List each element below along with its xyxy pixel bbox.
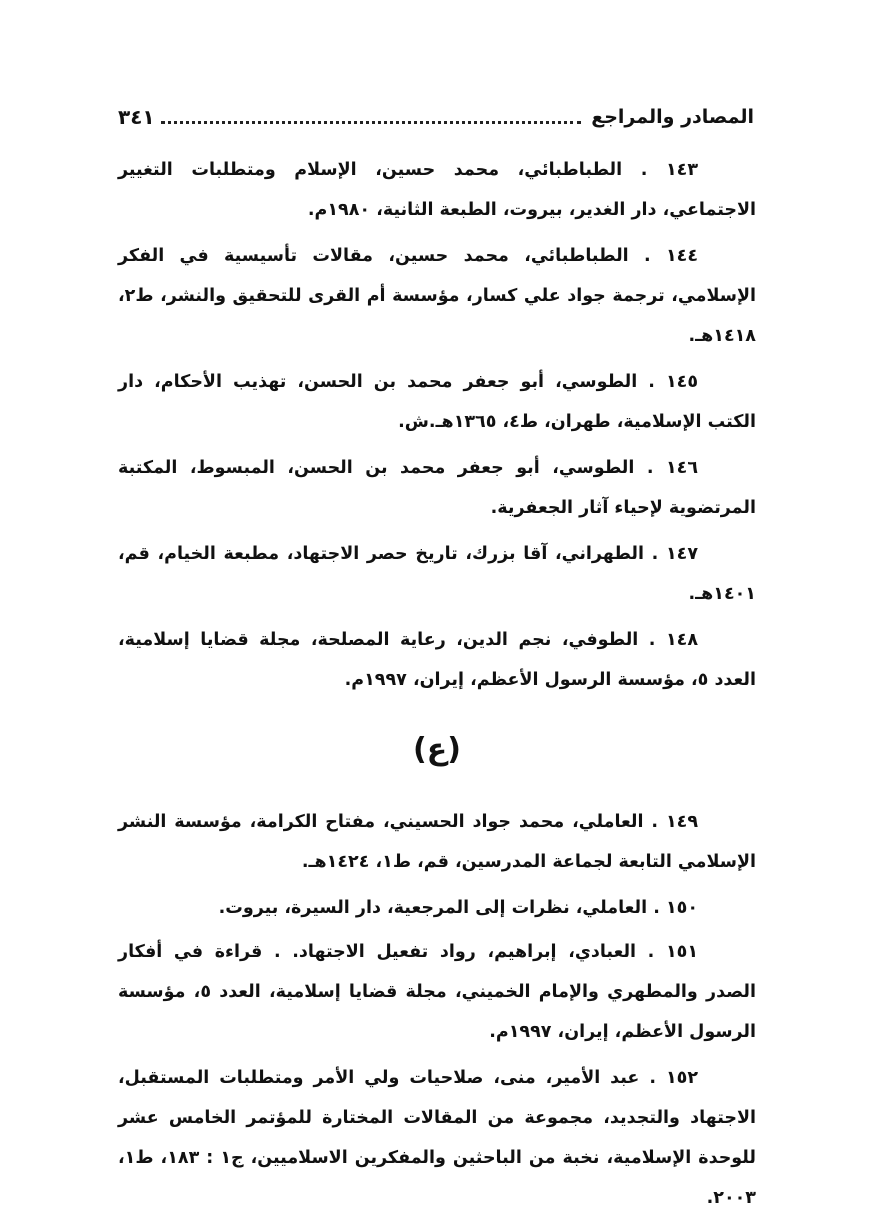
letter-heading: (ع) [413, 732, 461, 767]
bibliography-entry: ١٤٩ . العاملي، محمد جواد الحسيني، مفتاح الكرامة، مؤسسة النشر الإسلامي التابعة لجماعة المدرسين، قم، ط١، ١٤٢٤هـ. [118, 812, 756, 872]
bibliography-entry: ١٤٤ . الطباطبائي، محمد حسين، مقالات تأسيسية في الفكر الإسلامي، ترجمة جواد علي كسار، مؤسسة أم القرى للتحقيق والنشر، ط٢، ١٤١٨هـ. [118, 246, 756, 346]
dotted-leader [161, 121, 581, 124]
bibliography-entry: ١٤٧ . الطهراني، آقا بزرك، تاريخ حصر الاجتهاد، مطبعة الخيام، قم، ١٤٠١هـ. [118, 544, 756, 604]
section-title: المصادر والمراجع [591, 106, 754, 128]
page-number-group [118, 105, 581, 129]
page-number: ٣٤١ [118, 105, 155, 129]
bibliography-entry: ١٤٦ . الطوسي، أبو جعفر محمد بن الحسن، المبسوط، المكتبة المرتضوية لإحياء آثار الجعفرية. [118, 458, 756, 518]
bibliography [118, 150, 756, 1224]
running-head [118, 100, 754, 134]
bibliography-entry: ١٤٨ . الطوفي، نجم الدين، رعاية المصلحة، مجلة قضايا إسلامية، العدد ٥، مؤسسة الرسول الأعظم، إيران، ١٩٩٧م. [118, 630, 756, 690]
bibliography-entry: ١٥١ . العبادي، إبراهيم، رواد تفعيل الاجتهاد. . قراءة في أفكار الصدر والمطهري والإمام الخميني، مجلة قضايا إسلامية، العدد ٥، مؤسسة الرسول الأعظم، إيران، ١٩٩٧م. [118, 942, 756, 1042]
bibliography-entry: ١٥٠ . العاملي، نظرات إلى المرجعية، دار السيرة، بيروت. [218, 898, 698, 918]
bibliography-entry: ١٥٢ . عبد الأمير، منى، صلاحيات ولي الأمر ومتطلبات المستقبل، الاجتهاد والتجديد، مجموعة من المقالات المختارة للمؤتمر الخامس عشر للوحدة الإسلامية، نخبة من الباحثين والمفكرين الاسلاميين، ج١ : ١٨٣، ط١، ٢٠٠٣. [118, 1068, 756, 1208]
bibliography-entry: ١٤٣ . الطباطبائي، محمد حسين، الإسلام ومتطلبات التغيير الاجتماعي، دار الغدير، بيروت، الطبعة الثانية، ١٩٨٠م. [118, 160, 756, 220]
bibliography-entry: ١٤٥ . الطوسي، أبو جعفر محمد بن الحسن، تهذيب الأحكام، دار الكتب الإسلامية، طهران، ط٤، ١٣٦٥هـ.ش. [118, 372, 756, 432]
